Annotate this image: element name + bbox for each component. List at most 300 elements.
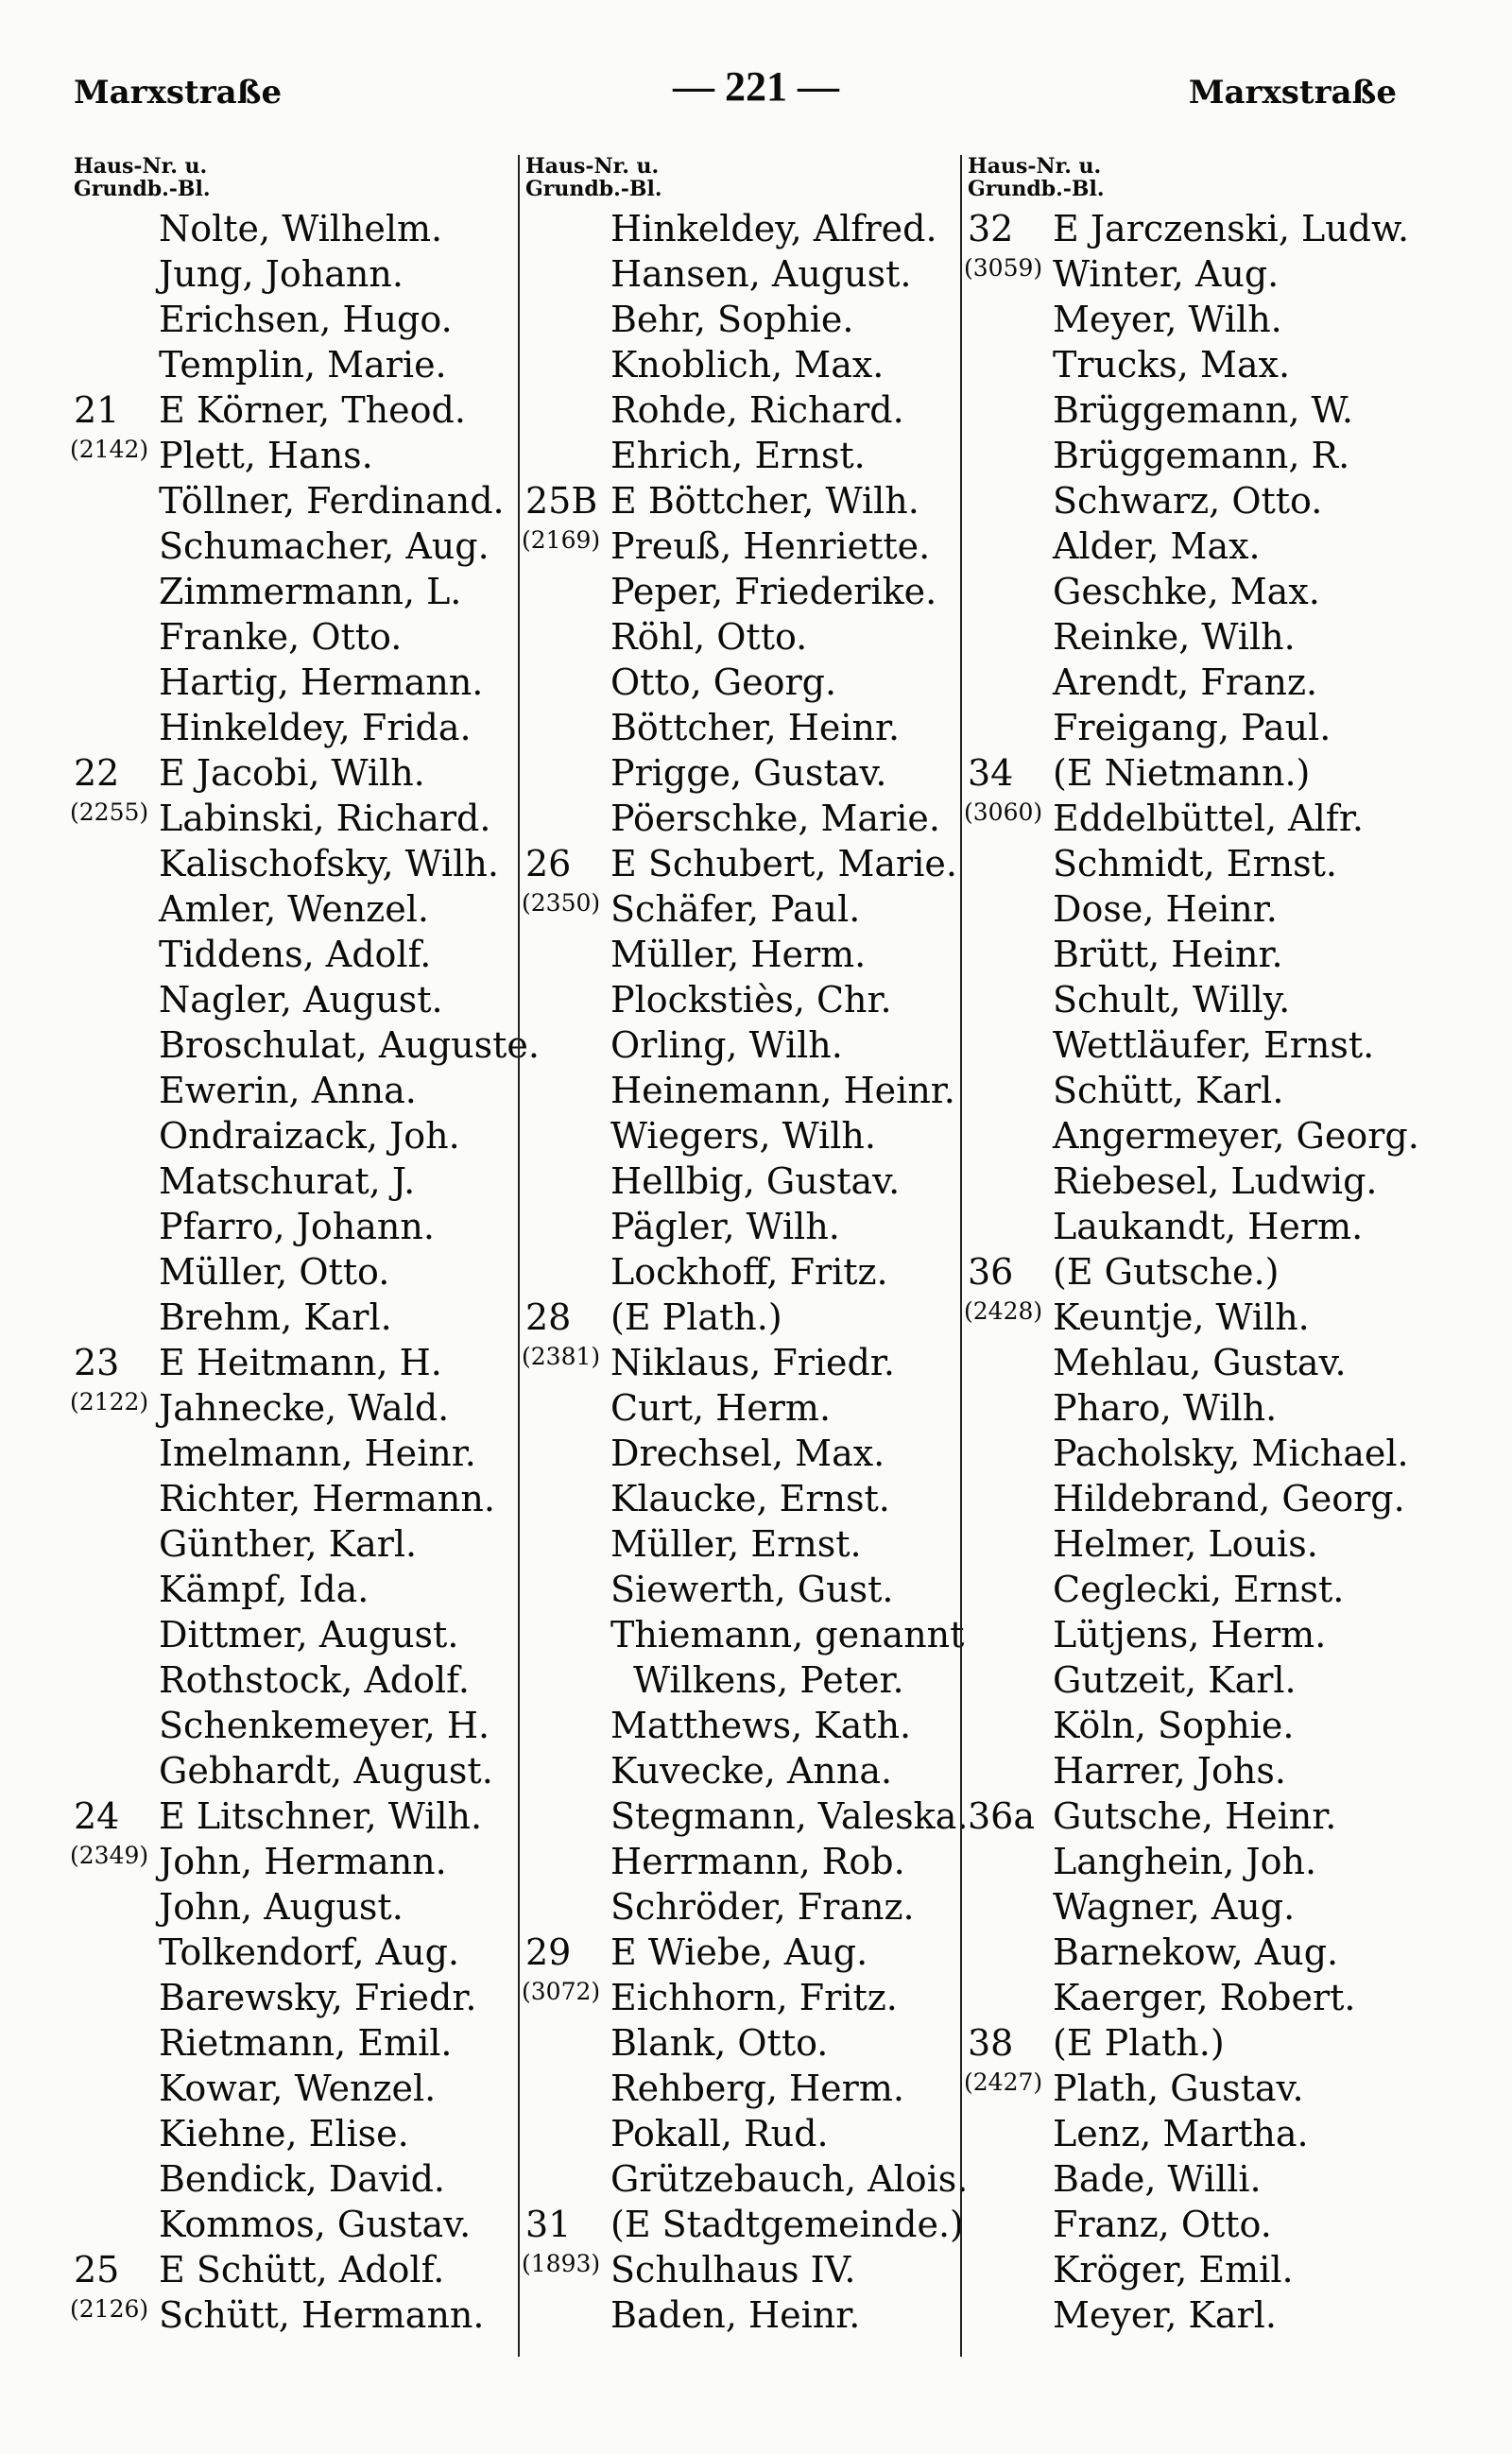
resident-name: Arendt, Franz. xyxy=(1053,661,1318,703)
resident-name: Pacholsky, Michael. xyxy=(1053,1433,1409,1474)
directory-entry xyxy=(520,2111,966,2156)
directory-entry xyxy=(520,796,966,841)
land-register-number: (2381) xyxy=(522,1343,601,1370)
column-3 xyxy=(960,155,1435,2357)
directory-entry xyxy=(520,387,966,433)
house-number: 25 xyxy=(74,2249,120,2291)
directory-entry xyxy=(962,2020,1435,2066)
resident-name: Reinke, Wilh. xyxy=(1053,616,1296,658)
directory-entry xyxy=(68,1748,512,1793)
resident-name: Amler, Wenzel. xyxy=(159,888,429,930)
resident-name: Barnekow, Aug. xyxy=(1053,1931,1339,1973)
resident-name: Nolte, Wilhelm. xyxy=(159,208,443,249)
directory-entry xyxy=(68,705,512,750)
directory-entry xyxy=(520,1295,966,1340)
resident-name: Eichhorn, Fritz. xyxy=(610,1977,898,2018)
resident-name: Franz, Otto. xyxy=(1053,2204,1272,2245)
directory-entry xyxy=(68,2202,512,2247)
land-register-number: (2142) xyxy=(70,436,149,463)
directory-entry xyxy=(520,1340,966,1385)
directory-entry xyxy=(520,1431,966,1476)
resident-name: Ceglecki, Ernst. xyxy=(1053,1569,1345,1610)
resident-name: Siewerth, Gust. xyxy=(610,1569,894,1610)
directory-entry xyxy=(962,1703,1435,1748)
resident-name: Peper, Friederike. xyxy=(610,571,937,612)
directory-entry xyxy=(962,1295,1435,1340)
directory-entry xyxy=(68,932,512,977)
directory-entry xyxy=(520,478,966,523)
resident-name: Müller, Otto. xyxy=(159,1251,390,1293)
directory-entry xyxy=(68,1068,512,1113)
resident-name: E Schubert, Marie. xyxy=(610,843,957,884)
directory-entry xyxy=(520,977,966,1022)
directory-entry xyxy=(520,841,966,886)
resident-name: Harrer, Johs. xyxy=(1053,1750,1286,1792)
house-number: 24 xyxy=(74,1795,120,1837)
directory-entry xyxy=(68,523,512,569)
resident-name: Meyer, Karl. xyxy=(1053,2294,1277,2336)
land-register-number: (2122) xyxy=(70,1388,149,1416)
resident-name: (E Nietmann.) xyxy=(1053,752,1311,794)
house-number: 22 xyxy=(74,752,120,794)
land-register-number: (2255) xyxy=(70,798,149,826)
resident-name: Gebhardt, August. xyxy=(159,1750,493,1792)
directory-entry xyxy=(520,2202,966,2247)
resident-name: Hinkeldey, Frida. xyxy=(159,707,472,748)
resident-name: Helmer, Louis. xyxy=(1053,1523,1318,1565)
resident-name: John, Hermann. xyxy=(159,1841,447,1882)
directory-entry xyxy=(520,1975,966,2020)
resident-name: Müller, Ernst. xyxy=(610,1523,862,1565)
directory-entry xyxy=(68,1703,512,1748)
directory-entry xyxy=(68,1612,512,1657)
house-number: 34 xyxy=(968,752,1014,794)
directory-entry xyxy=(68,2111,512,2156)
directory-entry xyxy=(68,1340,512,1385)
directory-entry xyxy=(962,1431,1435,1476)
directory-entry xyxy=(68,1884,512,1930)
directory-entry xyxy=(962,206,1435,251)
directory-entry xyxy=(520,1022,966,1068)
directory-entry xyxy=(962,2202,1435,2247)
directory-entry xyxy=(962,886,1435,932)
resident-name: Templin, Marie. xyxy=(159,344,447,386)
directory-entry xyxy=(520,750,966,796)
directory-entry xyxy=(962,614,1435,660)
column-2-rows xyxy=(520,206,969,2338)
directory-entry xyxy=(68,1022,540,1068)
directory-entry xyxy=(962,1793,1435,1839)
resident-name: Plett, Hans. xyxy=(159,435,373,476)
resident-name: Zimmermann, L. xyxy=(159,571,462,612)
resident-name: Hartig, Hermann. xyxy=(159,661,484,703)
resident-name: Köln, Sophie. xyxy=(1053,1705,1295,1746)
directory-entry xyxy=(520,342,966,387)
directory-entry xyxy=(68,297,512,342)
directory-entry xyxy=(68,1158,512,1204)
resident-name: Imelmann, Heinr. xyxy=(159,1433,476,1474)
directory-entry xyxy=(68,614,512,660)
directory-entry xyxy=(520,297,966,342)
resident-name: Knoblich, Max. xyxy=(610,344,885,386)
land-register-number: (2126) xyxy=(70,2295,149,2323)
resident-name: Schütt, Hermann. xyxy=(159,2294,485,2336)
directory-entry xyxy=(962,1839,1435,1884)
directory-entry xyxy=(962,342,1435,387)
resident-name: Wagner, Aug. xyxy=(1053,1886,1296,1928)
resident-name: Schröder, Franz. xyxy=(610,1886,915,1928)
directory-entry xyxy=(962,750,1435,796)
resident-name: E Heitmann, H. xyxy=(159,1342,442,1383)
house-number: 29 xyxy=(525,1931,572,1973)
resident-name: Pokall, Rud. xyxy=(610,2113,829,2154)
resident-name: Alder, Max. xyxy=(1053,525,1261,567)
resident-name: Kuvecke, Anna. xyxy=(610,1750,893,1792)
resident-name: Kämpf, Ida. xyxy=(159,1569,369,1610)
house-number: 32 xyxy=(968,208,1014,249)
directory-entry xyxy=(962,2292,1435,2338)
resident-name: Plockstiès, Chr. xyxy=(610,979,892,1021)
directory-entry xyxy=(68,1295,512,1340)
directory-entry xyxy=(68,1657,512,1703)
directory-entry xyxy=(962,1930,1435,1975)
directory-entry xyxy=(520,251,966,297)
resident-name: Riebesel, Ludwig. xyxy=(1053,1160,1378,1202)
directory-entry xyxy=(520,1476,966,1521)
resident-name: Jung, Johann. xyxy=(159,253,404,295)
resident-name: Freigang, Paul. xyxy=(1053,707,1332,748)
resident-name: John, August. xyxy=(159,1886,404,1928)
resident-name: E Böttcher, Wilh. xyxy=(610,480,919,522)
resident-name: Röhl, Otto. xyxy=(610,616,808,658)
resident-name: Franke, Otto. xyxy=(159,616,403,658)
house-number: 31 xyxy=(525,2204,572,2245)
resident-name: Nagler, August. xyxy=(159,979,443,1021)
land-register-number: (2169) xyxy=(522,526,601,554)
resident-name: Lütjens, Herm. xyxy=(1053,1614,1327,1656)
directory-entry xyxy=(520,1158,966,1204)
directory-entry xyxy=(962,523,1435,569)
directory-entry xyxy=(68,841,512,886)
directory-entry xyxy=(68,796,512,841)
directory-entry xyxy=(68,1385,512,1431)
resident-name: Brehm, Karl. xyxy=(159,1296,392,1338)
resident-name: Drechsel, Max. xyxy=(610,1433,885,1474)
resident-name: Behr, Sophie. xyxy=(610,299,854,340)
resident-name: E Jarczenski, Ludw. xyxy=(1053,208,1410,249)
directory-entry xyxy=(68,2020,512,2066)
resident-name: Richter, Hermann. xyxy=(159,1478,495,1519)
resident-name: Rietmann, Emil. xyxy=(159,2022,453,2064)
directory-entry xyxy=(68,387,512,433)
column-header-line-2: Grundb.-Bl. xyxy=(74,177,211,201)
directory-entry xyxy=(68,1930,512,1975)
resident-name: Keuntje, Wilh. xyxy=(1053,1296,1310,1338)
directory-entry xyxy=(962,478,1435,523)
resident-name: Schmidt, Ernst. xyxy=(1053,843,1337,884)
resident-name: Bendick, David. xyxy=(159,2158,445,2200)
resident-name: Brüggemann, R. xyxy=(1053,435,1350,476)
directory-entry xyxy=(68,206,512,251)
directory-entry xyxy=(962,2111,1435,2156)
resident-name: (E Gutsche.) xyxy=(1053,1251,1280,1293)
directory-entry xyxy=(68,1567,512,1612)
resident-name: Kalischofsky, Wilh. xyxy=(159,843,499,884)
directory-entry xyxy=(520,2156,969,2202)
resident-name: Baden, Heinr. xyxy=(610,2294,861,2336)
directory-entry xyxy=(962,1249,1435,1295)
resident-name: Müller, Herm. xyxy=(610,934,867,975)
directory-entry xyxy=(962,705,1435,750)
directory-entry xyxy=(520,886,966,932)
resident-name: Geschke, Max. xyxy=(1053,571,1320,612)
directory-entry xyxy=(962,1113,1435,1158)
resident-name: Jahnecke, Wald. xyxy=(159,1387,450,1429)
resident-name: Schumacher, Aug. xyxy=(159,525,490,567)
directory-entry xyxy=(520,1703,966,1748)
house-number: 21 xyxy=(74,389,120,431)
house-number: 26 xyxy=(525,843,572,884)
resident-name: Pägler, Wilh. xyxy=(610,1206,840,1247)
resident-name: Tolkendorf, Aug. xyxy=(159,1931,459,1973)
resident-name: Ehrich, Ernst. xyxy=(610,435,866,476)
column-header xyxy=(962,155,1435,206)
directory-entry xyxy=(962,251,1435,297)
resident-name: Curt, Herm. xyxy=(610,1387,832,1429)
column-header xyxy=(68,155,512,206)
directory-entry xyxy=(962,1158,1435,1204)
directory-entry xyxy=(520,2066,966,2111)
resident-name: Pharo, Wilh. xyxy=(1053,1387,1278,1429)
directory-entry xyxy=(962,1521,1435,1567)
directory-entry xyxy=(520,1249,966,1295)
resident-name: E Schütt, Adolf. xyxy=(159,2249,445,2291)
directory-entry xyxy=(962,1385,1435,1431)
directory-entry xyxy=(962,1657,1435,1703)
resident-name: Eddelbüttel, Alfr. xyxy=(1053,798,1364,839)
directory-entry xyxy=(68,886,512,932)
resident-name: Matthews, Kath. xyxy=(610,1705,912,1746)
directory-entry xyxy=(520,932,966,977)
land-register-number: (1893) xyxy=(522,2250,601,2277)
resident-name: Schenkemeyer, H. xyxy=(159,1705,490,1746)
resident-name: Laukandt, Herm. xyxy=(1053,1206,1364,1247)
resident-name: (E Plath.) xyxy=(1053,2022,1225,2064)
directory-entry xyxy=(68,251,512,297)
resident-name: Dose, Heinr. xyxy=(1053,888,1278,930)
resident-name: Heinemann, Heinr. xyxy=(610,1070,955,1111)
directory-entry xyxy=(68,2292,512,2338)
resident-name: Plath, Gustav. xyxy=(1053,2068,1304,2109)
house-number: 23 xyxy=(74,1342,120,1383)
directory-entry xyxy=(962,1748,1435,1793)
resident-name: Langhein, Joh. xyxy=(1053,1841,1317,1882)
column-header-line-2: Grundb.-Bl. xyxy=(525,177,662,201)
running-head-left: Marxstraße xyxy=(74,74,283,112)
resident-name: Trucks, Max. xyxy=(1053,344,1291,386)
resident-name: Orling, Wilh. xyxy=(610,1024,843,1066)
directory-entry xyxy=(68,2247,512,2292)
directory-entry xyxy=(962,1204,1435,1249)
resident-name: Lockhoff, Fritz. xyxy=(610,1251,888,1293)
directory-entry xyxy=(68,1249,512,1295)
directory-entry xyxy=(520,433,966,478)
directory-entry xyxy=(520,2292,966,2338)
directory-entry xyxy=(68,433,512,478)
directory-entry xyxy=(520,1068,966,1113)
directory-entry xyxy=(962,387,1435,433)
directory-entry xyxy=(962,841,1435,886)
house-number: 25B xyxy=(525,480,598,522)
resident-name: Schütt, Karl. xyxy=(1053,1070,1284,1111)
resident-name: Winter, Aug. xyxy=(1053,253,1280,295)
directory-entry xyxy=(962,977,1435,1022)
directory-entry xyxy=(520,1748,966,1793)
resident-name: Hellbig, Gustav. xyxy=(610,1160,901,1202)
directory-entry xyxy=(520,206,966,251)
resident-name: Mehlau, Gustav. xyxy=(1053,1342,1347,1383)
directory-entry xyxy=(520,1521,966,1567)
land-register-number: (2428) xyxy=(964,1297,1043,1325)
directory-entry xyxy=(68,569,512,614)
directory-entry xyxy=(962,433,1435,478)
directory-entry xyxy=(68,660,512,705)
directory-entry xyxy=(68,1476,512,1521)
resident-name: Schäfer, Paul. xyxy=(610,888,861,930)
column-1 xyxy=(68,154,540,2357)
directory-entry xyxy=(520,1839,966,1884)
resident-name: Lenz, Martha. xyxy=(1053,2113,1309,2154)
directory-entry xyxy=(962,2247,1435,2292)
resident-name: Kröger, Emil. xyxy=(1053,2249,1294,2291)
directory-entry xyxy=(68,2066,512,2111)
resident-name: Pfarro, Johann. xyxy=(159,1206,435,1247)
resident-name: Bade, Willi. xyxy=(1053,2158,1262,2200)
resident-name: Gutsche, Heinr. xyxy=(1053,1795,1337,1837)
resident-name: Rehberg, Herm. xyxy=(610,2068,904,2109)
resident-name: Böttcher, Heinr. xyxy=(610,707,901,748)
house-number: 28 xyxy=(525,1296,572,1338)
column-header-line-1: Haus-Nr. u. xyxy=(74,154,208,179)
directory-entry xyxy=(962,1612,1435,1657)
resident-name: Gutzeit, Karl. xyxy=(1053,1659,1297,1701)
directory-entry xyxy=(520,705,966,750)
directory-entry xyxy=(520,1884,966,1930)
resident-name: Preuß, Henriette. xyxy=(610,525,931,567)
directory-entry xyxy=(520,2247,966,2292)
directory-entry xyxy=(68,342,512,387)
resident-name: Labinski, Richard. xyxy=(159,798,491,839)
resident-name: Kaerger, Robert. xyxy=(1053,1977,1356,2018)
resident-name: Otto, Georg. xyxy=(610,661,837,703)
resident-name: E Litschner, Wilh. xyxy=(159,1795,483,1837)
resident-name: E Wiebe, Aug. xyxy=(610,1931,868,1973)
resident-name: (E Stadtgemeinde.) xyxy=(610,2204,964,2245)
resident-name: Stegmann, Valeska. xyxy=(610,1795,969,1837)
directory-entry xyxy=(962,1022,1435,1068)
resident-name: E Jacobi, Wilh. xyxy=(159,752,425,794)
resident-name: (E Plath.) xyxy=(610,1296,782,1338)
directory-entry xyxy=(68,1839,512,1884)
resident-name: Wiegers, Wilh. xyxy=(610,1115,876,1157)
directory-entry xyxy=(68,2156,512,2202)
directory-entry xyxy=(962,2066,1435,2111)
resident-name: Meyer, Wilh. xyxy=(1053,299,1282,340)
resident-name: Ondraizack, Joh. xyxy=(159,1115,460,1157)
resident-name: Angermeyer, Georg. xyxy=(1053,1115,1419,1157)
column-header-line-1: Haus-Nr. u. xyxy=(968,154,1102,179)
resident-name: Prigge, Gustav. xyxy=(610,752,887,794)
resident-name: Kommos, Gustav. xyxy=(159,2204,472,2245)
directory-entry xyxy=(68,1431,512,1476)
column-header-line-1: Haus-Nr. u. xyxy=(525,154,660,179)
directory-entry xyxy=(68,1113,512,1158)
directory-entry xyxy=(520,614,966,660)
resident-name: Klaucke, Ernst. xyxy=(610,1478,890,1519)
land-register-number: (2350) xyxy=(522,889,601,917)
directory-entry xyxy=(68,977,512,1022)
land-register-number: (2427) xyxy=(964,2068,1043,2096)
resident-name: Dittmer, August. xyxy=(159,1614,459,1656)
directory-entry xyxy=(520,1113,966,1158)
resident-name: Kiehne, Elise. xyxy=(159,2113,409,2154)
directory-entry xyxy=(962,932,1435,977)
resident-name: Hildebrand, Georg. xyxy=(1053,1478,1405,1519)
resident-name: Schwarz, Otto. xyxy=(1053,480,1323,522)
directory-entry xyxy=(68,478,512,523)
resident-name: Günther, Karl. xyxy=(159,1523,418,1565)
column-2 xyxy=(518,154,969,2357)
directory-entry xyxy=(520,1793,969,1839)
resident-name: Rohde, Richard. xyxy=(610,389,904,431)
land-register-number: (2349) xyxy=(70,1842,149,1869)
resident-name: Rothstock, Adolf. xyxy=(159,1659,470,1701)
resident-name: Brütt, Heinr. xyxy=(1053,934,1283,975)
resident-name: Pöerschke, Marie. xyxy=(610,798,940,839)
directory-entry xyxy=(520,1567,966,1612)
resident-name: E Körner, Theod. xyxy=(159,389,466,431)
running-head-right: Marxstraße xyxy=(1188,74,1397,112)
resident-name: Tiddens, Adolf. xyxy=(159,934,432,975)
resident-name: Barewsky, Friedr. xyxy=(159,1977,477,2018)
directory-entry xyxy=(520,569,966,614)
directory-entry xyxy=(68,1793,512,1839)
directory-entry xyxy=(520,660,966,705)
land-register-number: (3072) xyxy=(522,1978,601,2005)
resident-name: Töllner, Ferdinand. xyxy=(159,480,505,522)
directory-entry xyxy=(962,1068,1435,1113)
directory-entry xyxy=(520,2020,966,2066)
directory-entry xyxy=(68,1975,512,2020)
resident-name: Broschulat, Auguste. xyxy=(159,1024,540,1066)
directory-entry xyxy=(962,569,1435,614)
directory-entry xyxy=(962,1476,1435,1521)
house-number: 36 xyxy=(968,1251,1014,1293)
directory-entry xyxy=(520,1612,966,1657)
resident-name: Schult, Willy. xyxy=(1053,979,1291,1021)
directory-entry xyxy=(520,1657,966,1703)
column-header-line-2: Grundb.-Bl. xyxy=(968,177,1105,201)
resident-name: Brüggemann, W. xyxy=(1053,389,1353,431)
resident-name: Herrmann, Rob. xyxy=(610,1841,905,1882)
directory-entry xyxy=(68,1204,512,1249)
directory-entry xyxy=(520,1930,966,1975)
directory-entry xyxy=(962,2156,1435,2202)
resident-name: Schulhaus IV. xyxy=(610,2249,856,2291)
land-register-number: (3059) xyxy=(964,254,1043,282)
directory-entry xyxy=(962,660,1435,705)
resident-name: Matschurat, J. xyxy=(159,1160,416,1202)
